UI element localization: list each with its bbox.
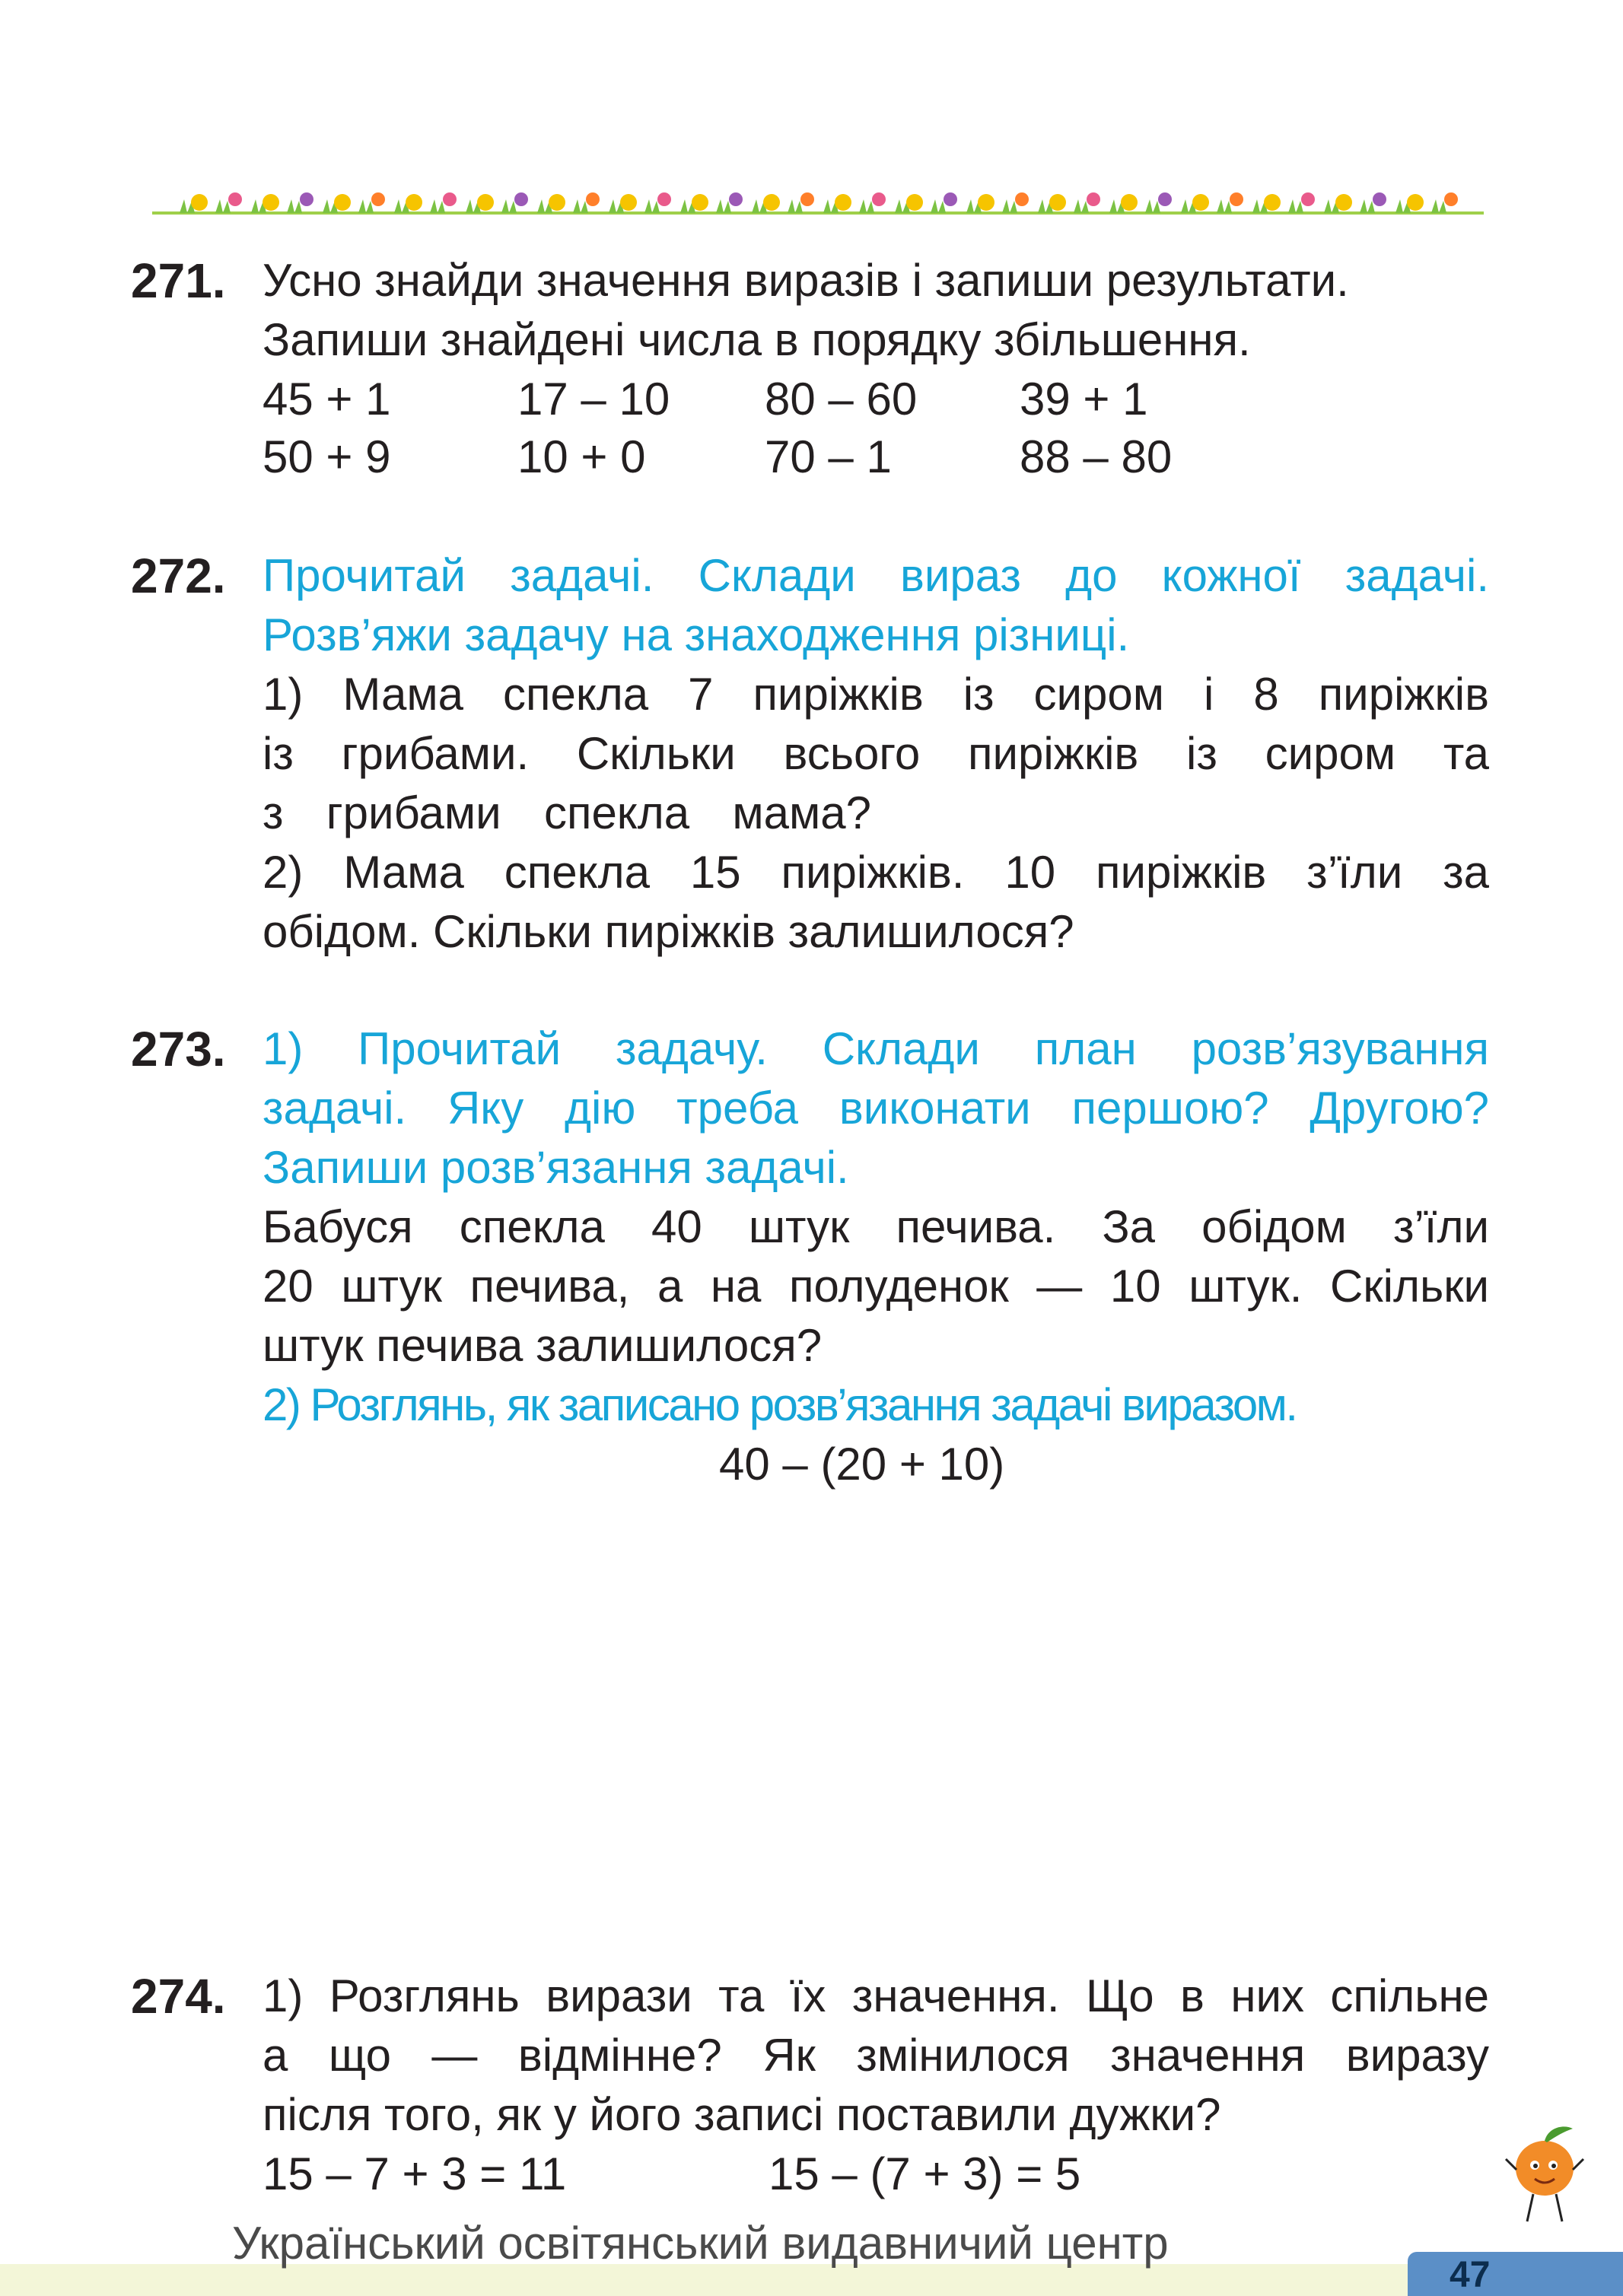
grass-tuft — [1002, 199, 1017, 213]
flower-icon — [300, 192, 313, 206]
flower-icon — [1087, 192, 1100, 206]
exercise-number: 271. — [131, 253, 226, 308]
grass-tuft — [287, 199, 302, 213]
expression: 88 – 80 — [1020, 431, 1173, 482]
instruction-line: задачі. Яку дію треба виконати першою? Другою? — [263, 1083, 1489, 1134]
grass-tuft — [1360, 199, 1375, 213]
page-number-tab — [1408, 2252, 1623, 2296]
flower-icon — [1301, 192, 1315, 206]
instruction-line: Прочитай задачі. Склади вираз до кожної задачі. — [263, 550, 1489, 601]
chick-icon — [406, 194, 422, 211]
chick-icon — [1264, 194, 1281, 211]
publisher-footer: Український освітянський видавничий центр — [232, 2218, 1169, 2269]
grass-tuft — [430, 199, 445, 213]
task-line: з грибами спекла мама? — [263, 787, 871, 838]
expression: 15 – 7 + 3 = 11 — [263, 2148, 567, 2199]
chick-icon — [978, 194, 994, 211]
exercise-number: 272. — [131, 549, 226, 603]
expression: 10 + 0 — [517, 431, 646, 482]
expression: 50 + 9 — [263, 431, 391, 482]
flower-icon — [228, 192, 242, 206]
grass-tuft — [1145, 199, 1160, 213]
chick-icon — [334, 194, 351, 211]
exercise-number: 274. — [131, 1969, 226, 2024]
chick-icon — [477, 194, 494, 211]
task-line: 20 штук печива, а на полуденок — 10 штук. Скільки — [263, 1261, 1489, 1312]
chick-icon — [263, 194, 279, 211]
page-number: 47 — [1450, 2255, 1491, 2295]
grass-tuft — [716, 199, 731, 213]
exercise-text-line: 1) Розглянь вирази та їх значення. Що в них спільне — [263, 1970, 1489, 2021]
instruction-line: 2) Розглянь, як записано розв’язання задачі виразом. — [263, 1379, 1297, 1430]
solution-expression: 40 – (20 + 10) — [719, 1439, 1005, 1490]
grass-tuft — [931, 199, 946, 213]
chick-icon — [549, 194, 565, 211]
chick-icon — [1192, 194, 1209, 211]
flower-icon — [586, 192, 600, 206]
chick-icon — [620, 194, 637, 211]
flower-icon — [1158, 192, 1172, 206]
exercise-text-line: а що — відмінне? Як змінилося значення виразу — [263, 2030, 1489, 2081]
chick-icon — [1335, 194, 1352, 211]
flower-icon — [1444, 192, 1458, 206]
flower-icon — [729, 192, 743, 206]
grass-tuft — [788, 199, 803, 213]
exercise-text-line: Запиши знайдені числа в порядку збільшення. — [263, 314, 1251, 365]
flower-chick-border — [145, 169, 1491, 222]
exercise-text-line: після того, як у його записі поставили дужки? — [263, 2089, 1221, 2140]
chick-icon — [1121, 194, 1138, 211]
flower-icon — [872, 192, 886, 206]
grass-tuft — [1431, 199, 1446, 213]
task-line: Бабуся спекла 40 штук печива. За обідом з’їли — [263, 1201, 1489, 1252]
expression: 39 + 1 — [1020, 374, 1148, 425]
instruction-line: 1) Прочитай задачу. Склади план розв’язування — [263, 1023, 1489, 1074]
task-line: із грибами. Скільки всього пиріжків із сиром та — [263, 728, 1489, 779]
task-line: обідом. Скільки пиріжків залишилося? — [263, 906, 1074, 957]
grass-tuft — [1074, 199, 1089, 213]
chick-icon — [1407, 194, 1424, 211]
grass-tuft — [859, 199, 874, 213]
grass-tuft — [573, 199, 588, 213]
chick-icon — [835, 194, 851, 211]
flower-icon — [443, 192, 457, 206]
chick-icon — [692, 194, 708, 211]
chick-icon — [906, 194, 923, 211]
exercise-text-line: Усно знайди значення виразів і запиши результати. — [263, 255, 1349, 306]
flower-icon — [1015, 192, 1029, 206]
task-line: штук печива залишилося? — [263, 1320, 823, 1371]
flower-icon — [1373, 192, 1386, 206]
grass-tuft — [1288, 199, 1303, 213]
task-line: 1) Мама спекла 7 пиріжків із сиром і 8 пиріжків — [263, 669, 1489, 720]
flower-icon — [800, 192, 814, 206]
flower-icon — [1230, 192, 1243, 206]
instruction-line: Розв’яжи задачу на знаходження різниці. — [263, 609, 1130, 660]
expression: 70 – 1 — [765, 431, 892, 482]
grass-tuft — [501, 199, 517, 213]
expression: 45 + 1 — [263, 374, 391, 425]
chick-icon — [191, 194, 208, 211]
grass-tuft — [215, 199, 231, 213]
grass-tuft — [358, 199, 374, 213]
exercise-number: 273. — [131, 1022, 226, 1076]
task-line: 2) Мама спекла 15 пиріжків. 10 пиріжків з’їли за — [263, 847, 1489, 898]
expression: 80 – 60 — [765, 374, 918, 425]
flower-icon — [944, 192, 957, 206]
orange-character-icon — [1503, 2115, 1586, 2229]
chick-icon — [1049, 194, 1066, 211]
grass-tuft — [1217, 199, 1232, 213]
instruction-line: Запиши розв’язання задачі. — [263, 1142, 849, 1193]
expression: 17 – 10 — [517, 374, 670, 425]
chick-icon — [763, 194, 780, 211]
flower-icon — [657, 192, 671, 206]
grass-tuft — [644, 199, 660, 213]
flower-icon — [514, 192, 528, 206]
flower-icon — [371, 192, 385, 206]
expression: 15 – (7 + 3) = 5 — [769, 2148, 1081, 2199]
